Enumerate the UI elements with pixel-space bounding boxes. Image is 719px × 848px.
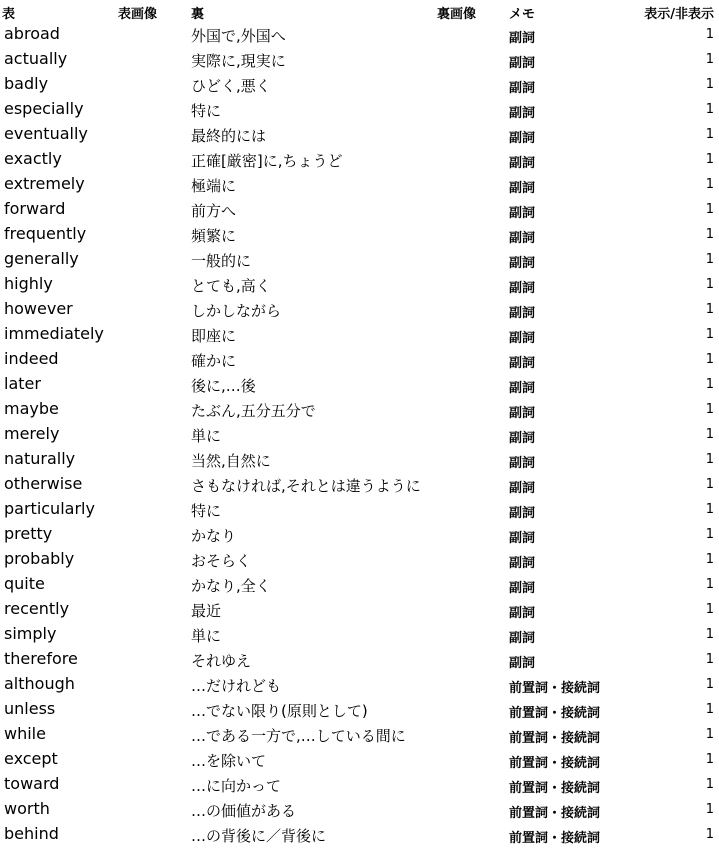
- cell-front: highly: [4, 274, 53, 293]
- table-row[interactable]: [0, 297, 719, 322]
- cell-back: 一般的に: [191, 252, 252, 270]
- table-row[interactable]: [0, 47, 719, 72]
- cell-show-hide: 1: [705, 152, 714, 167]
- cell-back: 極端に: [191, 177, 237, 195]
- cell-back: …に向かって: [191, 777, 282, 795]
- cell-memo: 副詞: [509, 206, 536, 221]
- cell-front: especially: [4, 99, 84, 118]
- cell-back: それゆえ: [191, 652, 252, 670]
- cell-front: abroad: [4, 24, 60, 43]
- table-row[interactable]: [0, 97, 719, 122]
- cell-front: quite: [4, 574, 45, 593]
- cell-front: generally: [4, 249, 79, 268]
- cell-front: indeed: [4, 349, 59, 368]
- cell-memo: 副詞: [509, 556, 536, 571]
- cell-memo: 副詞: [509, 31, 536, 46]
- table-row[interactable]: [0, 222, 719, 247]
- cell-show-hide: 1: [705, 602, 714, 617]
- cell-show-hide: 1: [705, 77, 714, 92]
- table-row[interactable]: [0, 797, 719, 822]
- table-row[interactable]: [0, 122, 719, 147]
- table-row[interactable]: [0, 422, 719, 447]
- cell-show-hide: 1: [705, 677, 714, 692]
- table-row[interactable]: [0, 822, 719, 847]
- cell-show-hide: 1: [705, 652, 714, 667]
- table-row[interactable]: [0, 72, 719, 97]
- cell-memo: 副詞: [509, 581, 536, 596]
- cell-show-hide: 1: [705, 27, 714, 42]
- cell-memo: 前置詞・接続詞: [509, 806, 601, 821]
- cell-show-hide: 1: [705, 302, 714, 317]
- column-header-memo[interactable]: メモ: [509, 7, 536, 22]
- cell-show-hide: 1: [705, 127, 714, 142]
- cell-show-hide: 1: [705, 802, 714, 817]
- cell-show-hide: 1: [705, 527, 714, 542]
- table-row[interactable]: [0, 722, 719, 747]
- cell-memo: 副詞: [509, 81, 536, 96]
- table-row[interactable]: [0, 547, 719, 572]
- cell-back: …でない限り(原則として): [191, 702, 368, 720]
- cell-front: while: [4, 724, 46, 743]
- cell-show-hide: 1: [705, 427, 714, 442]
- cell-front: toward: [4, 774, 60, 793]
- cell-back: 正確[厳密]に,ちょうど: [191, 152, 343, 170]
- cell-memo: 副詞: [509, 456, 536, 471]
- table-row[interactable]: [0, 747, 719, 772]
- cell-back: かなり: [191, 527, 237, 545]
- cell-back: おそらく: [191, 552, 252, 570]
- table-row[interactable]: [0, 397, 719, 422]
- table-row[interactable]: [0, 147, 719, 172]
- cell-show-hide: 1: [705, 327, 714, 342]
- cell-memo: 副詞: [509, 631, 536, 646]
- cell-memo: 副詞: [509, 356, 536, 371]
- cell-back: 後に,…後: [191, 377, 256, 395]
- column-header-show-hide[interactable]: 表示/非表示: [644, 7, 714, 22]
- table-row[interactable]: [0, 322, 719, 347]
- cell-memo: 前置詞・接続詞: [509, 731, 601, 746]
- cell-back: 外国で,外国へ: [191, 27, 286, 45]
- cell-back: 前方へ: [191, 202, 237, 220]
- cell-back: 特に: [191, 102, 222, 120]
- cell-front: unless: [4, 699, 56, 718]
- column-header-front[interactable]: 表: [2, 7, 16, 22]
- cell-back: 単に: [191, 627, 222, 645]
- cell-front: however: [4, 299, 73, 318]
- cell-back: さもなければ,それとは違うように: [191, 477, 421, 495]
- cell-back: …の価値がある: [191, 802, 297, 820]
- table-row[interactable]: [0, 772, 719, 797]
- table-row[interactable]: [0, 572, 719, 597]
- cell-memo: 副詞: [509, 531, 536, 546]
- cell-show-hide: 1: [705, 252, 714, 267]
- cell-front: actually: [4, 49, 68, 68]
- cell-show-hide: 1: [705, 227, 714, 242]
- table-row[interactable]: [0, 647, 719, 672]
- cell-memo: 副詞: [509, 431, 536, 446]
- cell-front: maybe: [4, 399, 59, 418]
- column-header-back-image[interactable]: 裏画像: [437, 7, 477, 22]
- cell-memo: 副詞: [509, 156, 536, 171]
- cell-front: frequently: [4, 224, 87, 243]
- cell-front: probably: [4, 549, 75, 568]
- cell-back: 即座に: [191, 327, 237, 345]
- cell-front: later: [4, 374, 41, 393]
- cell-front: therefore: [4, 649, 78, 668]
- cell-show-hide: 1: [705, 452, 714, 467]
- cell-front: immediately: [4, 324, 104, 343]
- cell-back: 当然,自然に: [191, 452, 271, 470]
- cell-memo: 副詞: [509, 406, 536, 421]
- cell-show-hide: 1: [705, 477, 714, 492]
- cell-memo: 前置詞・接続詞: [509, 831, 601, 846]
- cell-front: worth: [4, 799, 50, 818]
- cell-front: recently: [4, 599, 70, 618]
- cell-show-hide: 1: [705, 827, 714, 842]
- cell-back: かなり,全く: [191, 577, 271, 595]
- cell-back: 頻繁に: [191, 227, 237, 245]
- table-header: [0, 0, 719, 22]
- cell-back: 最近: [191, 602, 222, 620]
- cell-memo: 副詞: [509, 106, 536, 121]
- cell-front: forward: [4, 199, 66, 218]
- table-row[interactable]: [0, 347, 719, 372]
- cell-memo: 前置詞・接続詞: [509, 681, 601, 696]
- cell-show-hide: 1: [705, 752, 714, 767]
- cell-show-hide: 1: [705, 627, 714, 642]
- cell-memo: 副詞: [509, 656, 536, 671]
- table-row[interactable]: [0, 622, 719, 647]
- cell-front: eventually: [4, 124, 88, 143]
- cell-back: 実際に,現実に: [191, 52, 286, 70]
- cell-memo: 副詞: [509, 481, 536, 496]
- cell-memo: 副詞: [509, 181, 536, 196]
- table-row[interactable]: [0, 472, 719, 497]
- cell-memo: 副詞: [509, 506, 536, 521]
- cell-front: exactly: [4, 149, 62, 168]
- cell-back: しかしながら: [191, 302, 282, 320]
- cell-show-hide: 1: [705, 402, 714, 417]
- cell-front: particularly: [4, 499, 95, 518]
- cell-show-hide: 1: [705, 102, 714, 117]
- table-row[interactable]: [0, 522, 719, 547]
- cell-show-hide: 1: [705, 352, 714, 367]
- cell-front: except: [4, 749, 58, 768]
- cell-memo: 副詞: [509, 381, 536, 396]
- column-header-front-image[interactable]: 表画像: [118, 7, 158, 22]
- cell-show-hide: 1: [705, 52, 714, 67]
- cell-back: 特に: [191, 502, 222, 520]
- table-row[interactable]: [0, 172, 719, 197]
- cell-memo: 副詞: [509, 281, 536, 296]
- cell-show-hide: 1: [705, 702, 714, 717]
- cell-front: otherwise: [4, 474, 83, 493]
- cell-back: 最終的には: [191, 127, 267, 145]
- cell-show-hide: 1: [705, 177, 714, 192]
- cell-show-hide: 1: [705, 502, 714, 517]
- cell-back: 単に: [191, 427, 222, 445]
- table-row[interactable]: [0, 447, 719, 472]
- table-row[interactable]: [0, 497, 719, 522]
- cell-back: とても,高く: [191, 277, 271, 295]
- cell-memo: 前置詞・接続詞: [509, 781, 601, 796]
- table-row[interactable]: [0, 22, 719, 47]
- card-table-body: [0, 22, 719, 847]
- cell-front: naturally: [4, 449, 76, 468]
- cell-memo: 前置詞・接続詞: [509, 756, 601, 771]
- cell-front: behind: [4, 824, 59, 843]
- cell-show-hide: 1: [705, 552, 714, 567]
- table-row[interactable]: [0, 372, 719, 397]
- table-row[interactable]: [0, 247, 719, 272]
- cell-front: badly: [4, 74, 49, 93]
- table-row[interactable]: [0, 597, 719, 622]
- cell-back: …である一方で,…している間に: [191, 727, 406, 745]
- cell-front: although: [4, 674, 75, 693]
- cell-memo: 副詞: [509, 231, 536, 246]
- cell-memo: 副詞: [509, 256, 536, 271]
- cell-memo: 副詞: [509, 331, 536, 346]
- cell-memo: 副詞: [509, 56, 536, 71]
- cell-show-hide: 1: [705, 377, 714, 392]
- cell-back: 確かに: [191, 352, 237, 370]
- cell-front: merely: [4, 424, 60, 443]
- cell-show-hide: 1: [705, 777, 714, 792]
- cell-back: …だけれども: [191, 677, 282, 695]
- cell-front: pretty: [4, 524, 53, 543]
- cell-back: たぶん,五分五分で: [191, 402, 316, 420]
- cell-show-hide: 1: [705, 277, 714, 292]
- table-row[interactable]: [0, 197, 719, 222]
- cell-show-hide: 1: [705, 202, 714, 217]
- cell-memo: 副詞: [509, 306, 536, 321]
- cell-memo: 前置詞・接続詞: [509, 706, 601, 721]
- cell-front: extremely: [4, 174, 85, 193]
- table-row[interactable]: [0, 697, 719, 722]
- cell-back: …を除いて: [191, 752, 267, 770]
- table-row[interactable]: [0, 672, 719, 697]
- cell-memo: 副詞: [509, 131, 536, 146]
- cell-back: ひどく,悪く: [191, 77, 271, 95]
- cell-show-hide: 1: [705, 727, 714, 742]
- table-row[interactable]: [0, 272, 719, 297]
- cell-show-hide: 1: [705, 577, 714, 592]
- cell-memo: 副詞: [509, 606, 536, 621]
- cell-back: …の背後に／背後に: [191, 827, 327, 845]
- cell-front: simply: [4, 624, 57, 643]
- column-header-back[interactable]: 裏: [191, 7, 205, 22]
